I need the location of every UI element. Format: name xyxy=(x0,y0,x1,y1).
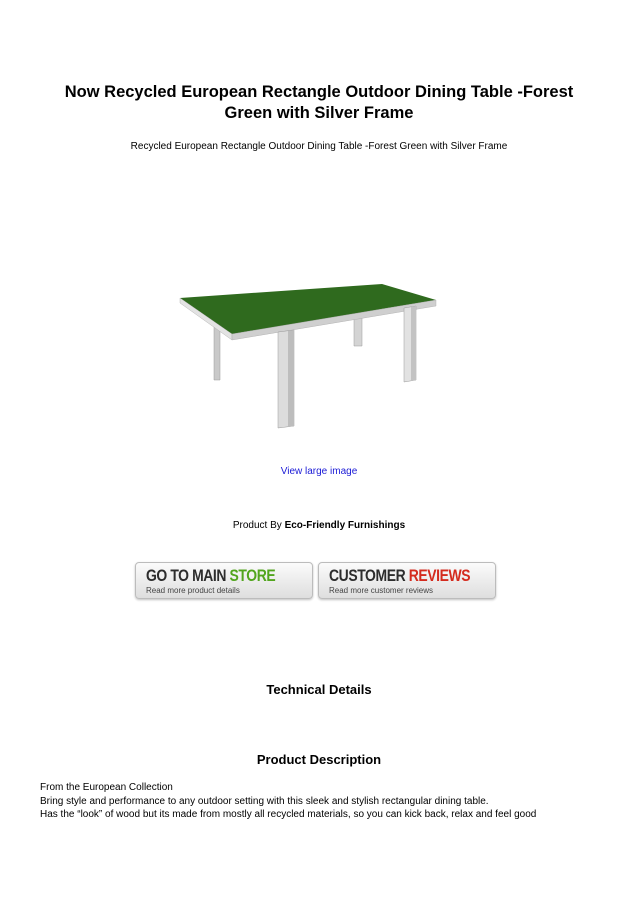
product-by-line xyxy=(0,520,638,531)
product-description-heading: Product Description xyxy=(256,752,382,767)
reviews-button-title xyxy=(329,566,470,586)
view-large-image-link-row xyxy=(0,466,638,477)
reviews-button-subtext: Read more customer reviews xyxy=(329,586,434,595)
product-by-prefix: Product By xyxy=(232,520,282,531)
customer-reviews-button[interactable] xyxy=(318,562,496,599)
technical-details-heading: Technical Details xyxy=(266,682,372,697)
table-leg-shade-2 xyxy=(411,306,416,381)
description-line: Bring style and performance to any outdoor setting with this sleek and stylish rectangular dining table. xyxy=(40,795,489,807)
description-line: From the European Collection xyxy=(40,782,173,793)
reviews-word2: REVIEWS xyxy=(408,566,471,585)
table-leg-shade-1 xyxy=(288,330,294,427)
view-large-image-link[interactable]: View large image xyxy=(280,466,358,477)
brand-name: Eco-Friendly Furnishings xyxy=(284,520,406,531)
table-image[interactable] xyxy=(170,270,460,430)
main-store-button-title xyxy=(146,566,275,586)
description-line: Has the “look” of wood but its made from mostly all recycled materials, so you can kick back, relax and feel good xyxy=(40,809,537,820)
main-store-word2: STORE xyxy=(229,566,276,585)
product-description-text xyxy=(40,781,600,822)
page-title: Now Recycled European Rectangle Outdoor Dining Table -Forest Green with Silver Frame xyxy=(64,83,574,122)
page-subtitle: Recycled European Rectangle Outdoor Dining Table -Forest Green with Silver Frame xyxy=(130,141,508,152)
main-store-word1: GO TO MAIN xyxy=(146,566,227,585)
main-store-button-subtext: Read more product details xyxy=(146,586,240,595)
go-to-main-store-button[interactable] xyxy=(135,562,313,599)
reviews-word1: CUSTOMER xyxy=(329,566,406,585)
